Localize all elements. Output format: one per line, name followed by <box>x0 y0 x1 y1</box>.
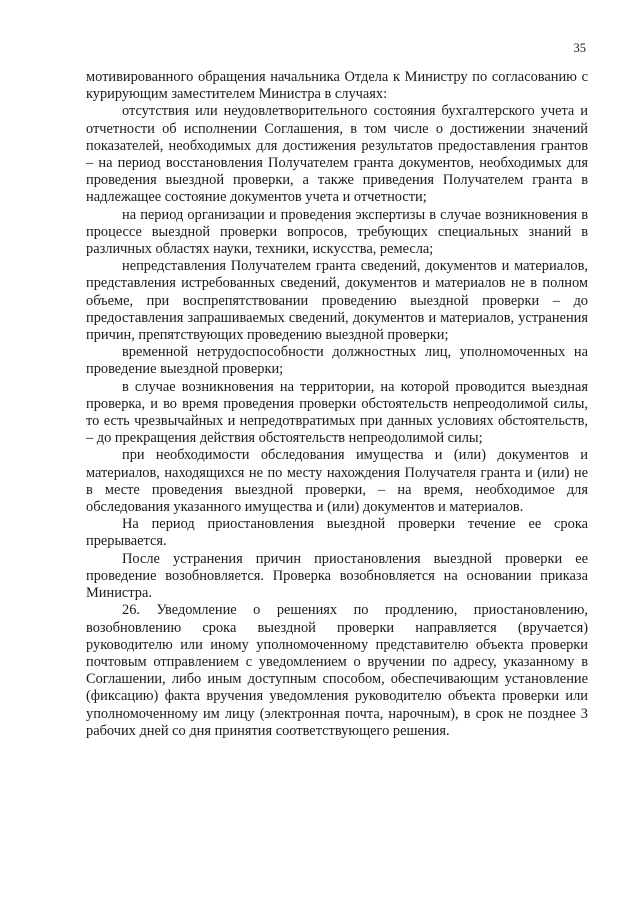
paragraph-item-26-notification: 26. Уведомление о решениях по продлению, приостановлению, возобновлению срока выездной проверки направляется (вручается) руководителю или иному уполномоченному представителю объекта проверки почтовым отправлением с уведомлением о вручении по адресу, указанному в Соглашении, либо иным доступным способом, обеспечивающим установление (фиксацию) факта вручения уведомления руководителю объекта проверки или уполномоченному им лицу (электронная почта, нарочным), в срок не позднее 3 рабочих дней со дня принятия соответствующего решения. <box>86 602 588 739</box>
page-number: 35 <box>573 41 586 55</box>
paragraph-property-inspection: при необходимости обследования имущества и (или) документов и материалов, находящихся не по месту нахождения Получателя гранта и (или) не в месте проведения выездной проверки, – на время, необходимое для обследования указанного имущества и (или) документов и материалов. <box>86 447 588 516</box>
paragraph-temporary-disability: временной нетрудоспособности должностных лиц, уполномоченных на проведение выездной проверки; <box>86 344 588 378</box>
paragraph-suspension-term: На период приостановления выездной проверки течение ее срока прерывается. <box>86 516 588 550</box>
document-body <box>86 69 588 740</box>
paragraph-accounting-absence: отсутствия или неудовлетворительного состояния бухгалтерского учета и отчетности об исполнении Соглашения, в том числе о достижении значений показателей, необходимых для достижения результатов предоставления грантов – на период восстановления Получателем гранта документов, необходимых для проведения выездной проверки, а также приведения Получателем гранта в надлежащее состояние документов учета и отчетности; <box>86 103 588 206</box>
paragraph-resumption: После устранения причин приостановления выездной проверки ее проведение возобновляется. Проверка возобновляется на основании приказа Министра. <box>86 550 588 602</box>
paragraph-force-majeure: в случае возникновения на территории, на которой проводится выездная проверка, и во время проведения проверки обстоятельств непреодолимой силы, то есть чрезвычайных и непредотвратимых при данных условиях обстоятельств, – до прекращения действия обстоятельств непреодолимой силы; <box>86 378 588 447</box>
paragraph-continuation: мотивированного обращения начальника Отдела к Министру по согласованию с курирующим заместителем Министра в случаях: <box>86 69 588 103</box>
paragraph-expertise-period: на период организации и проведения экспертизы в случае возникновения в процессе выездной проверки вопросов, требующих специальных знаний в различных областях науки, техники, искусства, ремесла; <box>86 206 588 258</box>
paragraph-nonsubmission: непредставления Получателем гранта сведений, документов и материалов, представления истребованных сведений, документов и материалов не в полном объеме, при воспрепятствовании проведению выездной проверки – до предоставления запрашиваемых сведений, документов и материалов, устранения причин, препятствующих проведению выездной проверки; <box>86 258 588 344</box>
